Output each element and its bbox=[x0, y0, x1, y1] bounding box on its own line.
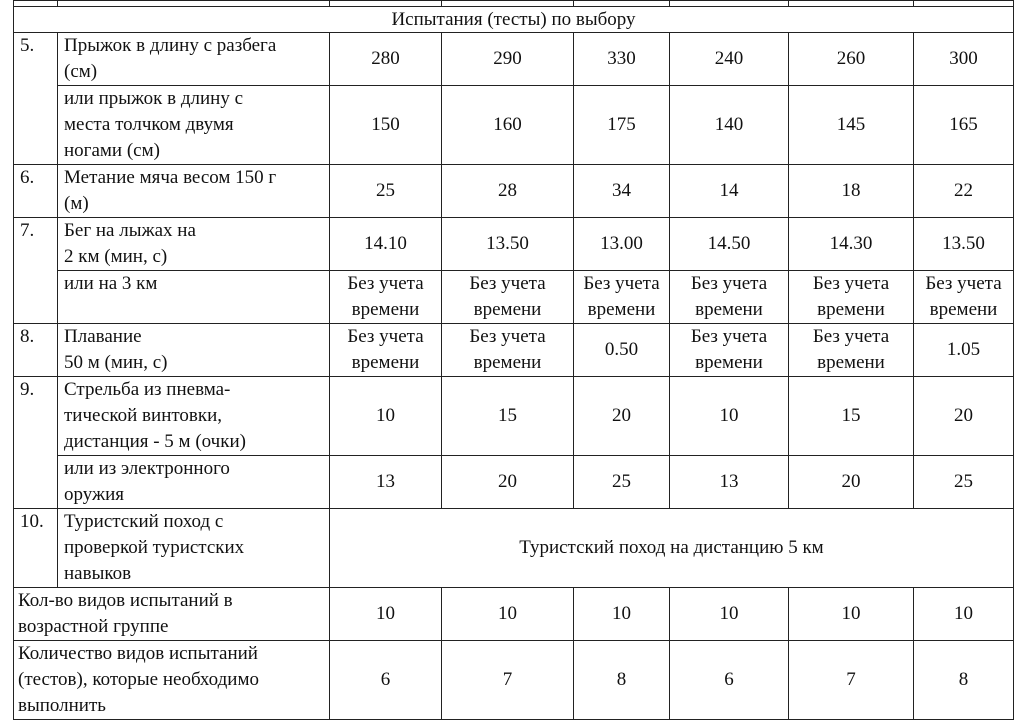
value-cell: 28 bbox=[442, 165, 574, 218]
value-cell: 14.10 bbox=[330, 218, 442, 271]
summary-row bbox=[14, 641, 1014, 720]
value-cell: 25 bbox=[330, 165, 442, 218]
value-cell: Без учета времени bbox=[330, 324, 442, 377]
table-row bbox=[14, 218, 1014, 271]
value-cell: 10 bbox=[330, 377, 442, 456]
row-number: 7. bbox=[14, 218, 58, 324]
merged-value-cell: Туристский поход на дистанцию 5 км bbox=[330, 509, 1014, 588]
value-cell: 165 bbox=[914, 86, 1014, 165]
value-cell: Без учета времени bbox=[574, 271, 670, 324]
row-number: 8. bbox=[14, 324, 58, 377]
test-label: Стрельба из пневма- тической винтовки, дистанция - 5 м (очки) bbox=[58, 377, 330, 456]
summary-row bbox=[14, 588, 1014, 641]
value-cell: 150 bbox=[330, 86, 442, 165]
row-number: 6. bbox=[14, 165, 58, 218]
value-cell: 25 bbox=[914, 456, 1014, 509]
value-cell: 7 bbox=[789, 641, 914, 720]
value-cell: 20 bbox=[442, 456, 574, 509]
value-cell: 34 bbox=[574, 165, 670, 218]
row-number: 10. bbox=[14, 509, 58, 588]
value-cell: Без учета времени bbox=[442, 271, 574, 324]
row-number: 5. bbox=[14, 33, 58, 165]
table-row bbox=[14, 165, 1014, 218]
section-header: Испытания (тесты) по выбору bbox=[14, 7, 1014, 33]
value-cell: 140 bbox=[670, 86, 789, 165]
value-cell: 10 bbox=[670, 377, 789, 456]
value-cell: 300 bbox=[914, 33, 1014, 86]
value-cell: 14 bbox=[670, 165, 789, 218]
value-cell: 1.05 bbox=[914, 324, 1014, 377]
table-row bbox=[14, 324, 1014, 377]
value-cell: 290 bbox=[442, 33, 574, 86]
value-cell: 10 bbox=[574, 588, 670, 641]
summary-label: Количество видов испытаний (тестов), которые необходимо выполнить bbox=[14, 641, 330, 720]
value-cell: 13.50 bbox=[442, 218, 574, 271]
table-row bbox=[14, 509, 1014, 588]
value-cell: 7 bbox=[442, 641, 574, 720]
table-row bbox=[14, 271, 1014, 324]
value-cell: 10 bbox=[330, 588, 442, 641]
value-cell: 10 bbox=[670, 588, 789, 641]
summary-label: Кол-во видов испытаний в возрастной группе bbox=[14, 588, 330, 641]
value-cell: 8 bbox=[574, 641, 670, 720]
value-cell: 280 bbox=[330, 33, 442, 86]
value-cell: 10 bbox=[789, 588, 914, 641]
value-cell: 14.30 bbox=[789, 218, 914, 271]
value-cell: Без учета времени bbox=[914, 271, 1014, 324]
value-cell: 10 bbox=[914, 588, 1014, 641]
value-cell: 13.50 bbox=[914, 218, 1014, 271]
value-cell: 18 bbox=[789, 165, 914, 218]
value-cell: 20 bbox=[789, 456, 914, 509]
section-header-row bbox=[14, 7, 1014, 33]
value-cell: 13 bbox=[330, 456, 442, 509]
table-row bbox=[14, 86, 1014, 165]
value-cell: 8 bbox=[914, 641, 1014, 720]
test-label: или прыжок в длину с места толчком двумя ногами (см) bbox=[58, 86, 330, 165]
table-row bbox=[14, 456, 1014, 509]
value-cell: Без учета времени bbox=[670, 271, 789, 324]
value-cell: Без учета времени bbox=[442, 324, 574, 377]
value-cell: 330 bbox=[574, 33, 670, 86]
value-cell: 22 bbox=[914, 165, 1014, 218]
value-cell: 13 bbox=[670, 456, 789, 509]
test-label: или из электронного оружия bbox=[58, 456, 330, 509]
value-cell: Без учета времени bbox=[670, 324, 789, 377]
table-row bbox=[14, 33, 1014, 86]
value-cell: Без учета времени bbox=[330, 271, 442, 324]
value-cell: 10 bbox=[442, 588, 574, 641]
value-cell: 20 bbox=[914, 377, 1014, 456]
value-cell: 25 bbox=[574, 456, 670, 509]
value-cell: Без учета времени bbox=[789, 271, 914, 324]
standards-table bbox=[13, 0, 1014, 720]
value-cell: 20 bbox=[574, 377, 670, 456]
value-cell: 15 bbox=[789, 377, 914, 456]
value-cell: Без учета времени bbox=[789, 324, 914, 377]
row-number: 9. bbox=[14, 377, 58, 509]
test-label: Плавание 50 м (мин, с) bbox=[58, 324, 330, 377]
test-label: Бег на лыжах на 2 км (мин, с) bbox=[58, 218, 330, 271]
value-cell: 15 bbox=[442, 377, 574, 456]
value-cell: 6 bbox=[670, 641, 789, 720]
test-label: или на 3 км bbox=[58, 271, 330, 324]
value-cell: 160 bbox=[442, 86, 574, 165]
value-cell: 145 bbox=[789, 86, 914, 165]
value-cell: 240 bbox=[670, 33, 789, 86]
test-label: Метание мяча весом 150 г (м) bbox=[58, 165, 330, 218]
value-cell: 175 bbox=[574, 86, 670, 165]
test-label: Туристский поход с проверкой туристских навыков bbox=[58, 509, 330, 588]
test-label: Прыжок в длину с разбега (см) bbox=[58, 33, 330, 86]
value-cell: 0.50 bbox=[574, 324, 670, 377]
value-cell: 14.50 bbox=[670, 218, 789, 271]
table-row bbox=[14, 377, 1014, 456]
value-cell: 13.00 bbox=[574, 218, 670, 271]
value-cell: 260 bbox=[789, 33, 914, 86]
value-cell: 6 bbox=[330, 641, 442, 720]
